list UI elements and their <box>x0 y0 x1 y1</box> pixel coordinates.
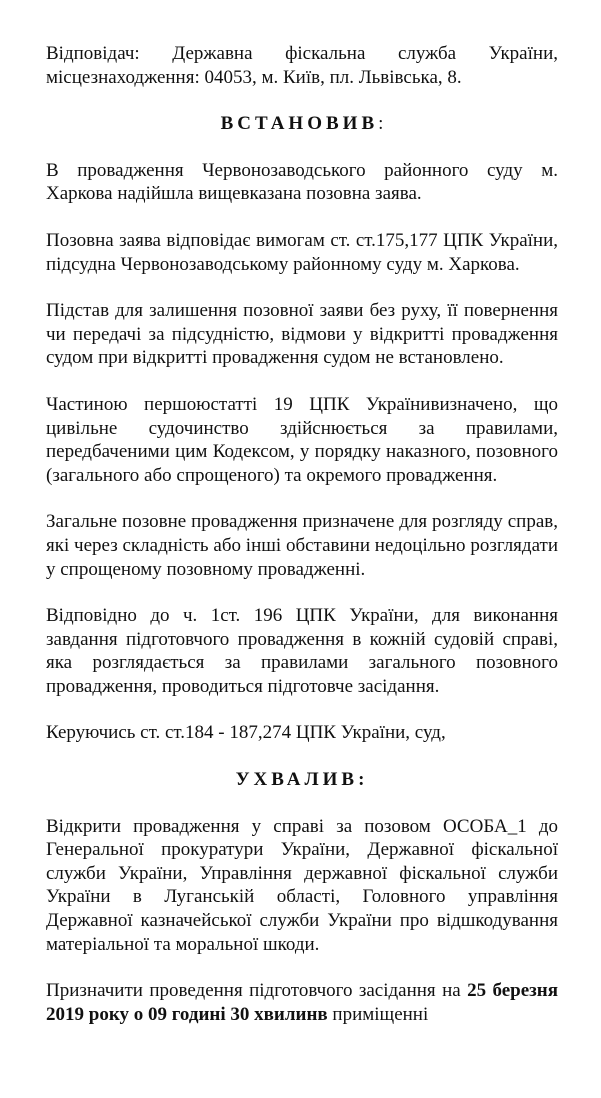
paragraph-guided-by: Керуючись ст. ст.184 - 187,274 ЦПК України, суд, <box>46 722 446 744</box>
heading-established-colon: : <box>378 113 384 135</box>
respondent-paragraph: Відповідач: Державна фіскальна служба України, місцезнаходження: 04053, м. Київ, пл. Львівська, 8. <box>46 43 558 88</box>
paragraph-article-196: Відповідно до ч. 1ст. 196 ЦПК України, для виконання завдання підготовчого провадження в кожній судовій справі, яка розглядається за правилами загального позовного провадження, проводиться підготовче засідання. <box>46 605 558 697</box>
heading-established <box>46 112 558 136</box>
paragraph-intake: В провадження Червонозаводського районного суду м. Харкова надійшла вищевказана позовна заява. <box>46 159 558 205</box>
hearing-date-time: 25 березня 2019 року о 09 годині 30 хвилинв <box>46 980 558 1025</box>
paragraph-article-19: Частиною першоюстатті 19 ЦПК Українивизначено, що цивільне судочинство здійснюється за правилами, передбаченими цим Кодексом, у порядку наказного, позовного (загального або спрощеного) та окремого провадження. <box>46 393 558 486</box>
heading-resolved: УХВАЛИВ: <box>235 769 369 791</box>
document-page <box>46 42 558 1026</box>
paragraph-no-grounds: Підстав для залишення позовної заяви без руху, її повернення чи передачі за підсудністю, відмови у відкритті провадження судом при відкритті провадження судом не встановлено. <box>46 300 558 369</box>
hearing-paragraph <box>46 979 558 1026</box>
heading-established-text: ВСТАНОВИВ <box>220 113 379 135</box>
resolution-paragraph: Відкрити провадження у справі за позовом ОСОБА_1 до Генеральної прокуратури України, Державної фіскальної служби України, Управління державної фіскальної служби України в Луганській області, Головного управління Державної казначейської служби України про відшкодування матеріальної та моральної шкоди. <box>46 815 558 955</box>
hearing-suffix: приміщенні <box>327 1003 429 1025</box>
paragraph-general-proceedings: Загальне позовне провадження призначене для розгляду справ, які через складність або інші обставини недоцільно розглядати у спрощеному позовному провадженні. <box>46 511 558 580</box>
paragraph-requirements: Позовна заява відповідає вимогам ст. ст.175,177 ЦПК України, підсудна Червонозаводському районному суду м. Харкова. <box>46 229 558 275</box>
hearing-prefix: Призначити проведення підготовчого засідання на <box>46 980 468 1002</box>
